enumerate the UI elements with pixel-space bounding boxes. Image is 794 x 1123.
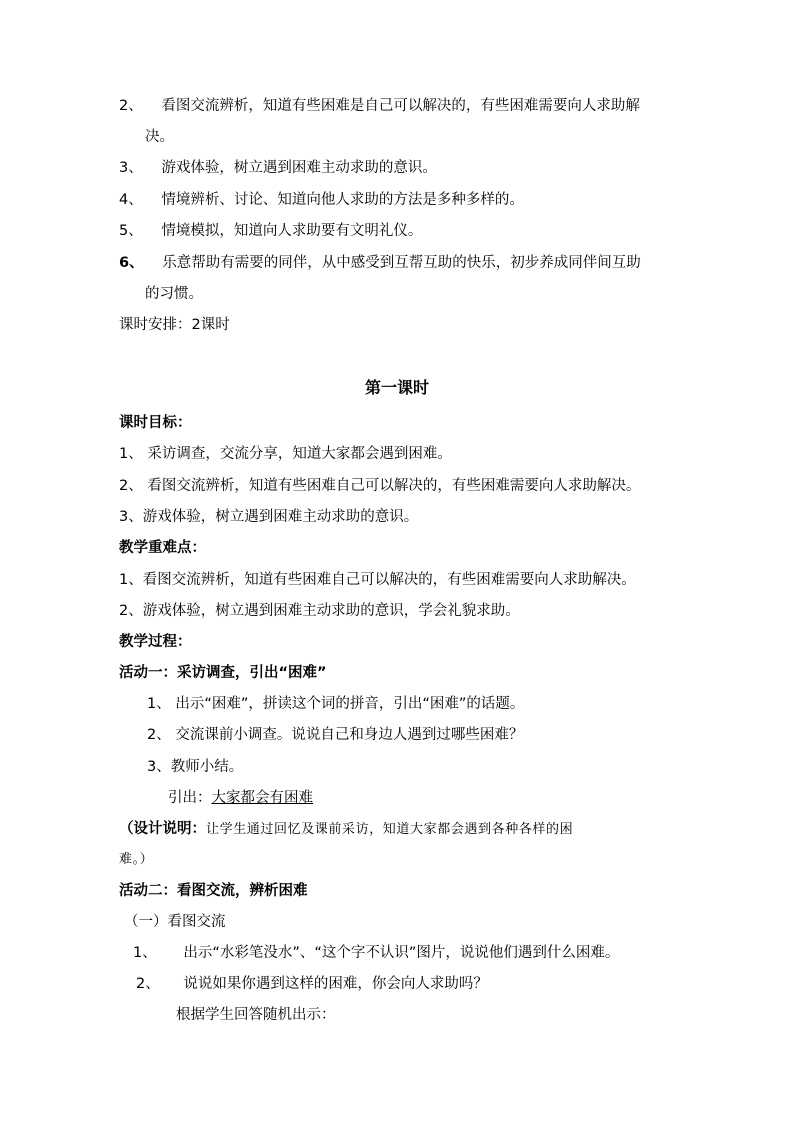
- step-number: 2、: [136, 976, 160, 992]
- goal-item-6: [119, 253, 641, 273]
- lesson-title: 第一课时: [364, 378, 429, 397]
- goal-text: 看图交流辨析，知道有些困难是自己可以解决的，有些困难需要向人求助解: [161, 98, 640, 114]
- key-point-item: 1、看图交流辨析，知道有些困难自己可以解决的，有些困难需要向人求助解决。: [119, 572, 636, 588]
- lead-label: 引出：: [168, 790, 212, 806]
- design-note: [119, 819, 573, 840]
- goal-number: 3、: [119, 160, 143, 176]
- activity2-subheading: （一）看图交流: [124, 914, 226, 930]
- goal-item-6-continuation: 的习惯。: [145, 286, 203, 302]
- design-note-text: 让学生通过回忆及课前采访，知道大家都会遇到各种各样的困: [206, 822, 574, 837]
- activity1-heading: 活动一：采访调查，引出“困难”: [119, 665, 327, 681]
- goal-text: 情境辨析、讨论、知道向他人求助的方法是多种多样的。: [161, 192, 524, 208]
- activity1-step: 1、 出示“困难”，拼读这个词的拼音，引出“困难”的话题。: [147, 696, 525, 712]
- goal-text: 乐意帮助有需要的同伴，从中感受到互帮互助的快乐，初步养成同伴间互助: [162, 255, 641, 271]
- schedule-text: 课时安排：2课时: [119, 317, 230, 333]
- step-number: 1、: [133, 945, 157, 961]
- design-note-label: （设计说明：: [119, 821, 206, 837]
- goal-item-3: [119, 158, 437, 178]
- goal-number: 5、: [119, 223, 143, 239]
- lead-text: 大家都会有困难: [211, 790, 313, 806]
- goal-item-2: [119, 96, 640, 116]
- goal-number: 2、: [119, 98, 143, 114]
- activity2-followup: 根据学生回答随机出示：: [176, 1007, 336, 1023]
- objective-item: 2、 看图交流辨析，知道有些困难自己可以解决的，有些困难需要向人求助解决。: [119, 478, 641, 494]
- objective-item: 1、 采访调查，交流分享，知道大家都会遇到困难。: [119, 446, 452, 462]
- objectives-heading: 课时目标：: [119, 415, 192, 431]
- key-point-item: 2、游戏体验，树立遇到困难主动求助的意识，学会礼貌求助。: [119, 603, 520, 619]
- goal-item-5: [119, 221, 422, 241]
- design-note-continuation: 难。）: [119, 852, 154, 867]
- goal-item-2-continuation: 决。: [145, 129, 174, 145]
- key-points-heading: 教学重难点：: [119, 540, 206, 556]
- goal-number: 4、: [119, 192, 143, 208]
- activity1-lead: [168, 788, 313, 808]
- step-text: 说说如果你遇到这样的困难，你会向人求助吗？: [183, 976, 488, 992]
- activity2-step: [133, 943, 619, 963]
- goal-item-4: [119, 190, 524, 210]
- step-text: 出示“水彩笔没水”、“这个字不认识”图片，说说他们遇到什么困难。: [183, 945, 620, 961]
- goal-text: 游戏体验，树立遇到困难主动求助的意识。: [161, 160, 437, 176]
- activity1-step: 2、 交流课前小调查。说说自己和身边人遇到过哪些困难？: [147, 727, 524, 743]
- activity1-step: 3、教师小结。: [147, 759, 244, 775]
- activity2-step: [136, 974, 488, 994]
- process-heading: 教学过程：: [119, 634, 192, 650]
- goal-number: 6、: [119, 255, 144, 271]
- goal-text: 情境模拟，知道向人求助要有文明礼仪。: [161, 223, 423, 239]
- activity2-heading: 活动二：看图交流，辨析困难: [119, 883, 308, 899]
- objective-item: 3、游戏体验，树立遇到困难主动求助的意识。: [119, 509, 419, 525]
